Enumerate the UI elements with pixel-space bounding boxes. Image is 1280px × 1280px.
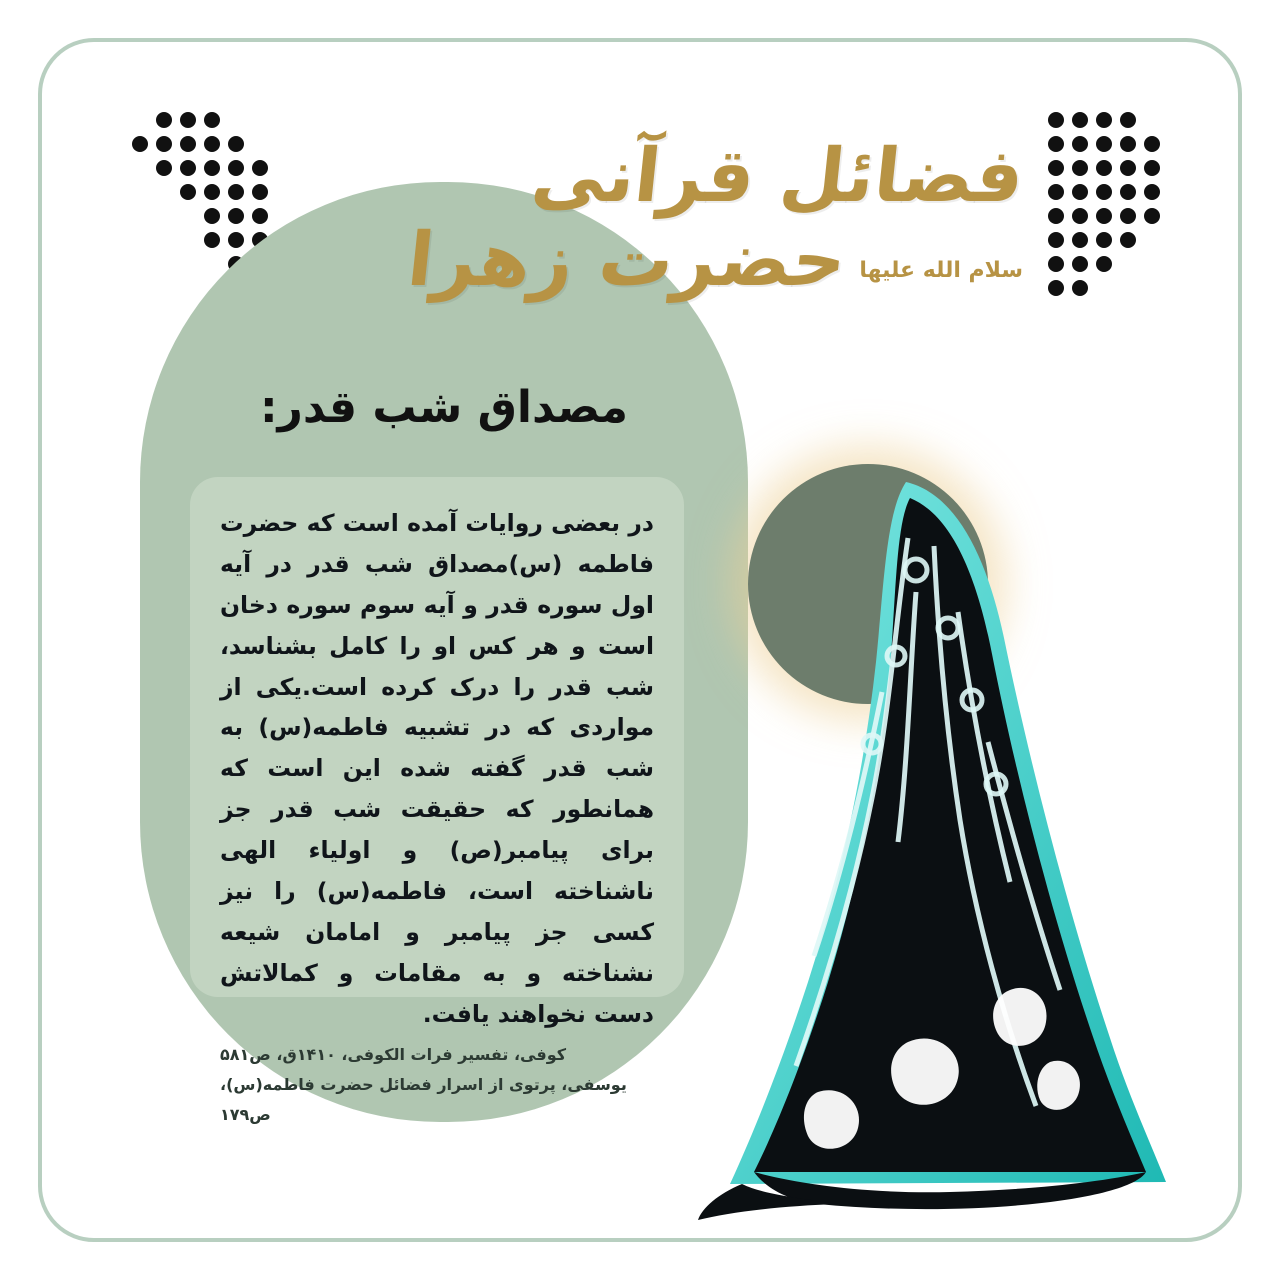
title-line-1: فضائل قرآنی [527,133,1028,219]
source-list [220,1040,654,1129]
title-honorific: سلام الله علیها [859,258,1023,284]
quote-body: در بعضی روایات آمده است که حضرت فاطمه (س)مصداق شب قدر در آیه اول سوره قدر و آیه سوم سوره دخان است و هر کس او را کامل بشناسد، شب قدر را درک کرده است.یکی از مواردی که در تشبیه فاطمه(س) به شب قدر گفته شده این است که همانطور که حقیقت شب قدر جز برای پیامبر(ص) و اولیاء الهی ناشناخته است، فاطمه(س) را نیز کسی جز پیامبر و امامان شیعه نشناخته و به مقامات و کمالاتش دست نخواهند یافت. [220,509,654,1028]
section-heading: مصداق شب قدر: [259,382,629,433]
title-line-2: حضرت زهرا [403,216,850,303]
calligraphy-figure [658,442,1178,1242]
source-line-1: کوفی، تفسیر فرات الکوفی، ۱۴۱۰ق، ص۵۸۱ [220,1045,567,1065]
dot-grid-right-icon [1048,112,1160,296]
poster-title [403,133,1028,303]
quote-card [190,477,684,1124]
fatimah-calligraphy-icon [658,442,1178,1242]
source-line-2: یوسفی، پرتوی از اسرار فضائل حضرت فاطمه(س)، ص۱۷۹ [220,1074,627,1124]
poster-frame [38,38,1242,1242]
